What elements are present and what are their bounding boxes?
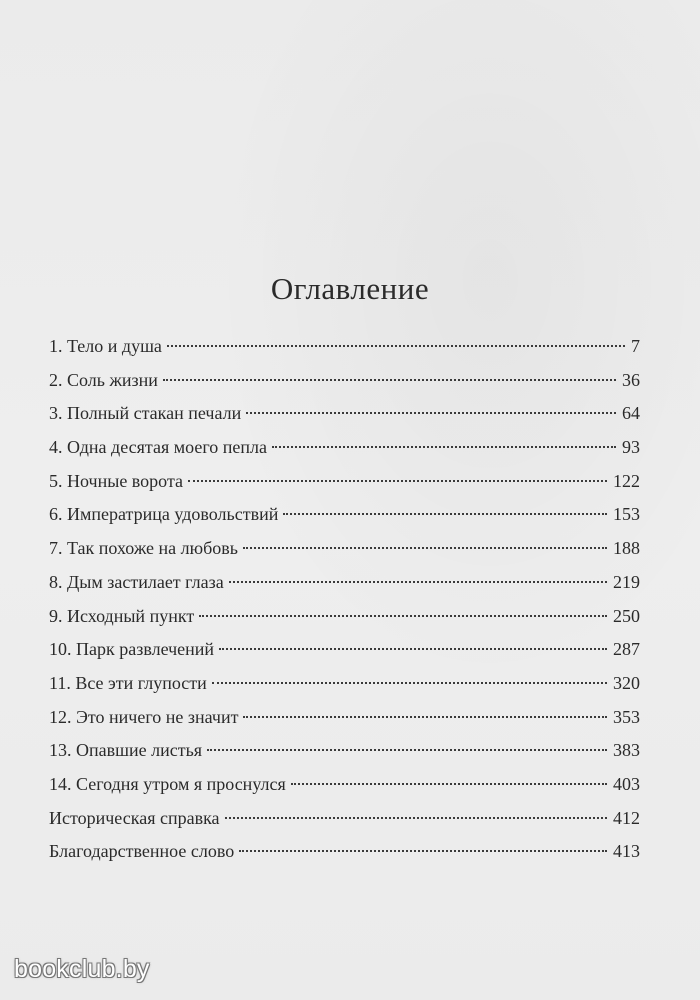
toc-entry-page: 122 xyxy=(613,470,640,491)
toc-entry-title: 11. Все эти глупости xyxy=(49,672,207,693)
toc-entry-page: 64 xyxy=(622,403,640,424)
toc-entry-page: 353 xyxy=(613,706,640,727)
toc-entry-title: Благодарственное слово xyxy=(49,841,235,862)
toc-entry-title: 1. Тело и душа xyxy=(49,336,162,356)
toc-entry-title: 5. Ночные ворота xyxy=(49,470,184,491)
toc-entry-title: 6. Императрица удовольствий xyxy=(49,504,279,525)
toc-entry xyxy=(49,498,640,532)
dot-leader xyxy=(167,345,625,347)
toc-entry-page: 403 xyxy=(613,773,640,794)
toc-entry xyxy=(49,701,640,735)
dot-leader xyxy=(246,412,616,414)
toc-entry xyxy=(49,600,640,634)
dot-leader xyxy=(207,749,607,751)
toc-entry-title: 7. Так похоже на любовь xyxy=(49,538,238,559)
dot-leader xyxy=(243,716,607,718)
toc-entry-title: Историческая справка xyxy=(49,807,220,828)
toc-entry-title: 2. Соль жизни xyxy=(49,369,158,390)
toc-entry-page: 219 xyxy=(613,571,640,592)
dot-leader xyxy=(199,615,607,617)
toc-entry-title: 14. Сегодня утром я проснулся xyxy=(49,773,286,794)
toc-entry xyxy=(49,633,640,667)
dot-leader xyxy=(239,850,607,852)
toc-entry-page: 93 xyxy=(622,437,640,458)
toc-entry-page: 153 xyxy=(613,504,640,525)
dot-leader xyxy=(225,817,607,819)
toc-entry-title: 8. Дым застилает глаза xyxy=(49,571,224,592)
dot-leader xyxy=(163,379,616,381)
dot-leader xyxy=(219,648,607,650)
toc-entry-page: 188 xyxy=(613,538,640,559)
dot-leader xyxy=(243,547,607,549)
dot-leader xyxy=(283,513,607,515)
toc-entry xyxy=(49,330,640,364)
dot-leader xyxy=(212,682,607,684)
table-of-contents xyxy=(49,330,640,869)
dot-leader xyxy=(272,446,616,448)
toc-entry xyxy=(49,802,640,836)
toc-entry-title: 12. Это ничего не значит xyxy=(49,706,239,727)
toc-entry-title: 4. Одна десятая моего пепла xyxy=(49,437,268,458)
dot-leader xyxy=(188,480,607,482)
toc-entry-title: 9. Исходный пункт xyxy=(49,605,195,626)
toc-entry xyxy=(49,364,640,398)
toc-entry-page: 413 xyxy=(613,841,640,862)
page-title: Оглавление xyxy=(270,270,430,306)
toc-entry xyxy=(49,532,640,566)
toc-entry-page: 36 xyxy=(622,369,640,390)
toc-entry-title: 13. Опавшие листья xyxy=(49,740,203,761)
toc-entry xyxy=(49,835,640,869)
toc-entry-page: 320 xyxy=(613,672,640,693)
toc-entry-title: 3. Полный стакан печали xyxy=(49,403,242,424)
site-watermark: bookclub.by xyxy=(14,955,150,983)
toc-entry xyxy=(49,397,640,431)
toc-entry xyxy=(49,768,640,802)
toc-entry-title: 10. Парк развлечений xyxy=(49,639,215,660)
dot-leader xyxy=(229,581,607,583)
toc-entry-page: 287 xyxy=(613,639,640,660)
toc-entry-page: 412 xyxy=(613,807,640,828)
toc-entry-page: 250 xyxy=(613,605,640,626)
toc-entry-page: 383 xyxy=(613,740,640,761)
dot-leader xyxy=(291,783,607,785)
toc-entry xyxy=(49,667,640,701)
toc-entry xyxy=(49,431,640,465)
toc-entry xyxy=(49,465,640,499)
toc-entry xyxy=(49,734,640,768)
toc-entry xyxy=(49,566,640,600)
toc-entry-page: 7 xyxy=(631,336,640,356)
